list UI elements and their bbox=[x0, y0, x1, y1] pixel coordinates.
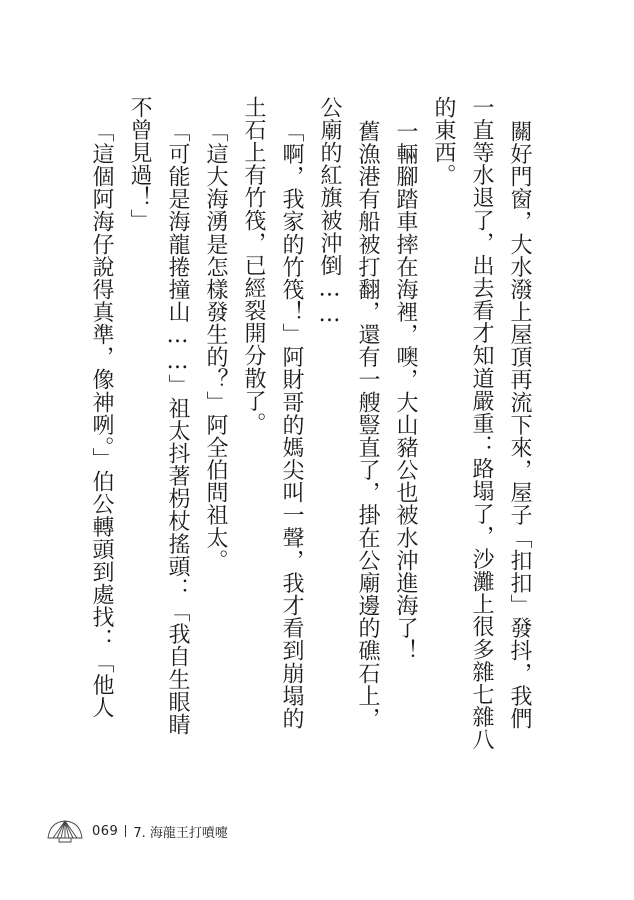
page-number: 069 bbox=[92, 823, 119, 839]
body-text bbox=[89, 96, 532, 776]
text-column-11: 不曾見過！」 bbox=[127, 96, 152, 232]
text-column-4: 一輛腳踏車摔在海裡，噢，大山豬公也被水沖進海了！ bbox=[393, 120, 418, 662]
chapter-title: 7. 海龍王打噴嚏 bbox=[133, 825, 228, 841]
text-column-1: 關好門窗，大水潑上屋頂再流下來，屋子「扣扣」發抖，我們 bbox=[507, 120, 532, 730]
text-column-9: 「這大海湧是怎樣發生的？」阿全伯問祖太。 bbox=[203, 120, 228, 572]
scallop-shell-icon bbox=[44, 818, 86, 844]
footer-divider bbox=[125, 825, 126, 837]
text-column-6: 公廟的紅旗被沖倒…… bbox=[317, 96, 342, 328]
text-column-3: 的東西。 bbox=[431, 96, 456, 187]
text-column-2: 一直等水退了，出去看才知道嚴重：路塌了，沙灘上很多雜七雜八 bbox=[469, 96, 494, 751]
page-footer bbox=[44, 818, 228, 844]
text-column-12: 「這個阿海仔說得真準，像神咧。」伯公轉頭到處找：「他人 bbox=[89, 120, 114, 719]
text-column-8: 土石上有竹筏，已經裂開分散了。 bbox=[241, 96, 266, 435]
text-column-10: 「可能是海龍捲撞山……」祖太抖著枴杖搖頭：「我自生眼睛 bbox=[165, 120, 190, 736]
text-column-5: 舊漁港有船被打翻，還有一艘豎直了，掛在公廟邊的礁石上， bbox=[355, 120, 380, 730]
text-column-7: 「啊，我家的竹筏！」阿財哥的媽尖叫一聲，我才看到崩塌的 bbox=[279, 120, 304, 730]
